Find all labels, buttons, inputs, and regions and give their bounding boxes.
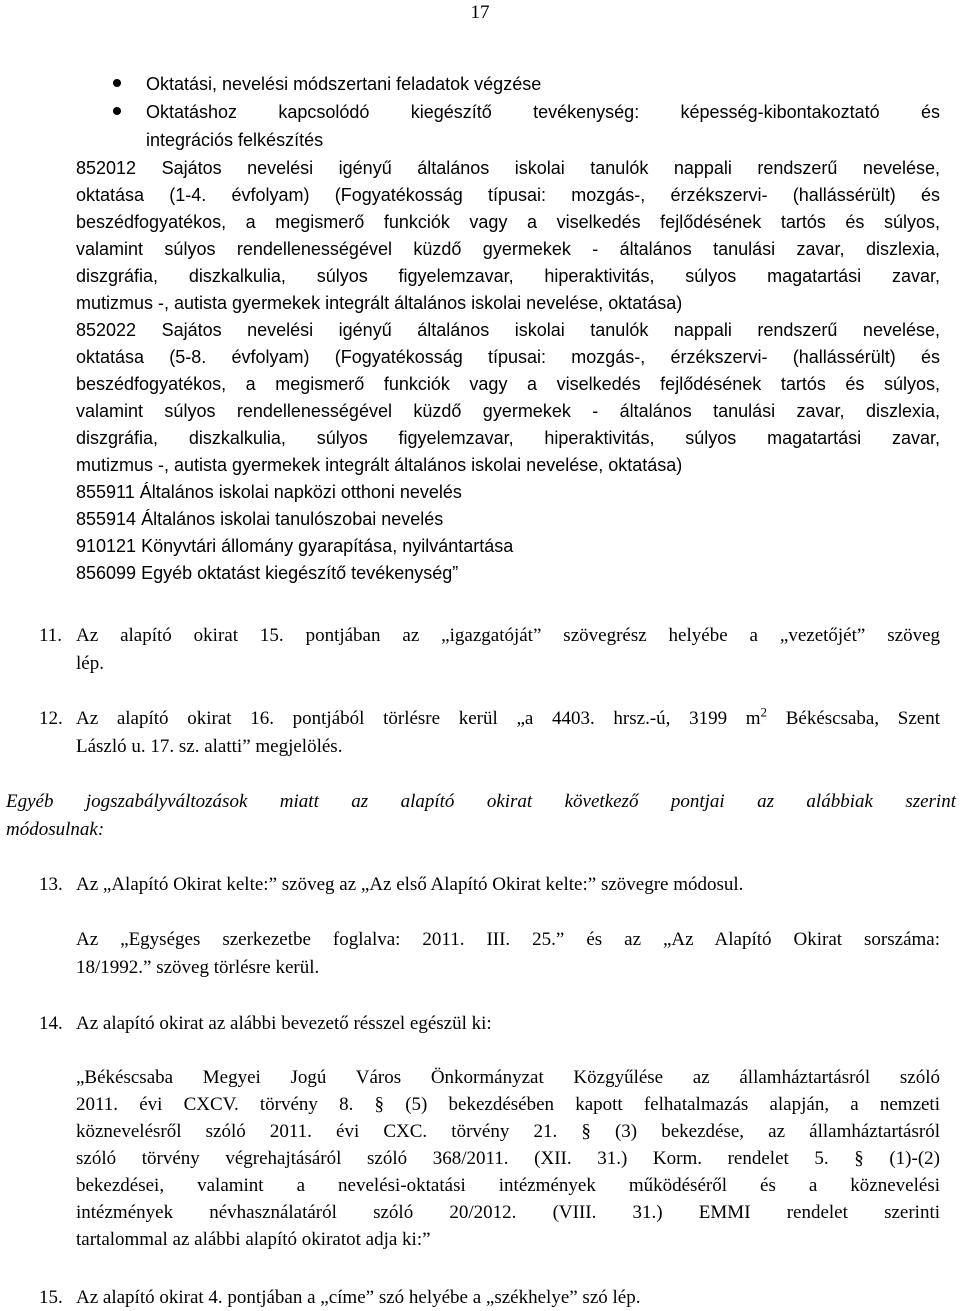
activity-line: mutizmus -, autista gyermekek integrált általános iskolai nevelése, oktatása) [76,455,683,475]
item-text: Az alapító okirat az alábbi bevezető résszel egészül ki: [76,1013,492,1034]
section-heading: Egyéb jogszabályváltozások miatt az alapító okirat következő pontjai az alábbiak szerint [6,791,956,812]
item-number: 15. [39,1287,63,1308]
activity-line: 910121 Könyvtári állomány gyarapítása, nyilvántartása [76,536,514,556]
activity-line: beszédfogyatékos, a megismerő funkciók vagy a viselkedés fejlődésének tartós és súlyos, [76,374,940,394]
item-text: 18/1992.” szöveg törlésre kerül. [76,957,320,978]
item-text-part: Békéscsaba, Szent [767,708,940,729]
activity-line: beszédfogyatékos, a megismerő funkciók vagy a viselkedés fejlődésének tartós és súlyos, [76,212,940,232]
activity-line: valamint súlyos rendellenességével küzdő gyermekek - általános tanulási zavar, diszlexia, [76,239,940,259]
item-text: Az alapító okirat 15. pontjában az „igazgatóját” szövegrész helyébe a „vezetőjét” szöveg [76,625,940,646]
bullet-item: Oktatáshoz kapcsolódó kiegészítő tevékenység: képesség-kibontakoztató és [146,102,940,122]
quote-line: intézmények névhasználatáról szóló 20/2012. (VIII. 31.) EMMI rendelet szerinti [76,1202,940,1223]
activity-list [76,155,940,587]
activity-line: 855911 Általános iskolai napközi otthoni nevelés [76,482,462,502]
item-text: lép. [76,653,104,674]
activity-line: oktatása (1-4. évfolyam) (Fogyatékosság típusai: mozgás-, érzékszervi- (hallássérült) és [76,185,940,205]
item-text-part: Az alapító okirat 16. pontjából törlésre kerül „a 4403. hrsz.-ú, 3199 m [76,708,761,729]
item-number: 12. [39,708,63,729]
item-number: 13. [39,874,63,895]
activity-line: mutizmus -, autista gyermekek integrált általános iskolai nevelése, oktatása) [76,293,683,313]
bullet-marker [113,79,121,87]
activity-line: diszgráfia, diszkalkulia, súlyos figyelemzavar, hiperaktivitás, súlyos magatartási zavar, [76,266,940,286]
quote-line: bekezdései, valamint a nevelési-oktatási intézmények működéséről és a köznevelési [76,1175,940,1196]
quote-line: szóló törvény végrehajtásáról szóló 368/2011. (XII. 31.) Korm. rendelet 5. § (1)-(2) [76,1148,940,1169]
item-text [76,705,940,732]
quote-line: köznevelésről szóló 2011. évi CXC. törvény 21. § (3) bekezdése, az államháztartásról [76,1121,940,1142]
section-heading: módosulnak: [6,819,105,840]
page-number: 17 [470,2,490,23]
activity-line: 856099 Egyéb oktatást kiegészítő tevékenység” [76,563,459,583]
bullet-item: Oktatási, nevelési módszertani feladatok végzése [146,74,542,94]
bullet-item-continuation: integrációs felkészítés [146,130,324,150]
item-text: Az „Egységes szerkezetbe foglalva: 2011. III. 25.” és az „Az Alapító Okirat sorszáma: [76,929,940,950]
activity-line: 852012 Sajátos nevelési igényű általános iskolai tanulók nappali rendszerű nevelése, [76,158,940,178]
item-text: László u. 17. sz. alatti” megjelölés. [76,736,343,757]
quote-line: 2011. évi CXCV. törvény 8. § (5) bekezdésében kapott felhatalmazás alapján, a nemzeti [76,1094,940,1115]
item-text: Az „Alapító Okirat kelte:” szöveg az „Az első Alapító Okirat kelte:” szövegre módosul. [76,874,744,895]
activity-line: oktatása (5-8. évfolyam) (Fogyatékosság típusai: mozgás-, érzékszervi- (hallássérült) és [76,347,940,367]
quote-line: tartalommal az alábbi alapító okiratot adja ki:” [76,1229,431,1250]
bullet-marker [113,107,121,115]
quote-line: „Békéscsaba Megyei Jogú Város Önkormányzat Közgyűlése az államháztartásról szóló [76,1067,940,1088]
item-number: 11. [39,625,63,646]
superscript: 2 [760,704,768,720]
item-text: Az alapító okirat 4. pontjában a „címe” szó helyébe a „székhelye” szó lép. [76,1287,641,1308]
activity-line: 855914 Általános iskolai tanulószobai nevelés [76,509,444,529]
item-number: 14. [39,1013,63,1034]
activity-line: 852022 Sajátos nevelési igényű általános iskolai tanulók nappali rendszerű nevelése, [76,320,940,340]
quoted-introduction [76,1064,940,1253]
activity-line: diszgráfia, diszkalkulia, súlyos figyelemzavar, hiperaktivitás, súlyos magatartási zavar, [76,428,940,448]
activity-line: valamint súlyos rendellenességével küzdő gyermekek - általános tanulási zavar, diszlexia, [76,401,940,421]
